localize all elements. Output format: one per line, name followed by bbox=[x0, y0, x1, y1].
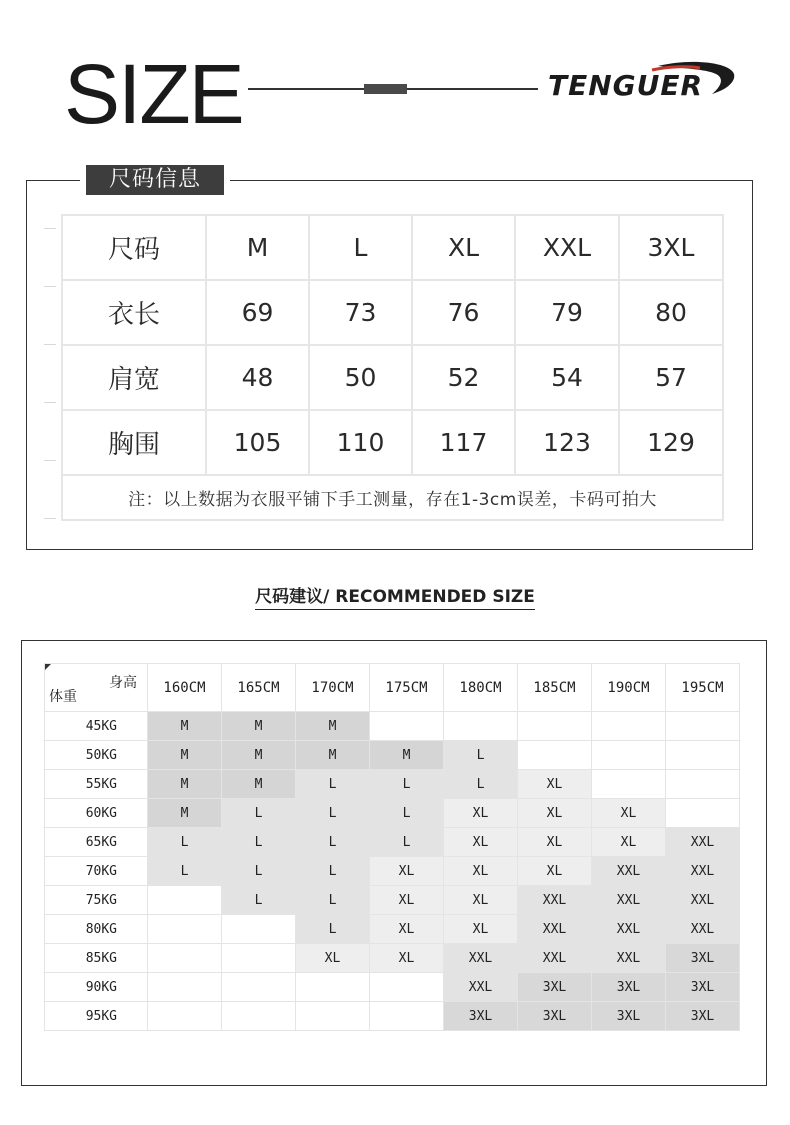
weight-label: 85KG bbox=[45, 944, 148, 973]
size-cell: XXL bbox=[666, 828, 740, 857]
size-cell: XL bbox=[370, 886, 444, 915]
size-cell bbox=[666, 712, 740, 741]
size-cell: XXL bbox=[592, 857, 666, 886]
recommended-size-table bbox=[44, 663, 740, 1031]
size-cell: M bbox=[148, 712, 222, 741]
column-header: 尺码 bbox=[62, 215, 206, 280]
size-cell: L bbox=[222, 828, 296, 857]
section-label-text: 尺码信息 bbox=[86, 165, 224, 195]
table-cell: 73 bbox=[309, 280, 412, 345]
table-row bbox=[45, 857, 740, 886]
size-cell: XXL bbox=[444, 944, 518, 973]
column-header: 3XL bbox=[619, 215, 723, 280]
height-header: 190CM bbox=[592, 664, 666, 712]
row-label: 衣长 bbox=[62, 280, 206, 345]
size-cell bbox=[518, 712, 592, 741]
table-cell: 57 bbox=[619, 345, 723, 410]
size-cell: M bbox=[222, 741, 296, 770]
size-cell: L bbox=[444, 741, 518, 770]
size-cell: L bbox=[296, 915, 370, 944]
size-cell: L bbox=[222, 799, 296, 828]
table-cell: 52 bbox=[412, 345, 515, 410]
size-cell: L bbox=[296, 857, 370, 886]
size-cell bbox=[296, 1002, 370, 1031]
height-header: 180CM bbox=[444, 664, 518, 712]
size-cell bbox=[370, 1002, 444, 1031]
size-cell: L bbox=[222, 857, 296, 886]
size-cell bbox=[370, 712, 444, 741]
size-cell bbox=[592, 741, 666, 770]
recommended-size-title bbox=[0, 586, 790, 608]
row-label: 肩宽 bbox=[62, 345, 206, 410]
column-header: XXL bbox=[515, 215, 619, 280]
size-cell: XXL bbox=[444, 973, 518, 1002]
size-cell: M bbox=[370, 741, 444, 770]
size-cell bbox=[222, 944, 296, 973]
row-label: 胸围 bbox=[62, 410, 206, 475]
table-row bbox=[45, 770, 740, 799]
table-row bbox=[45, 712, 740, 741]
table-cell: 110 bbox=[309, 410, 412, 475]
weight-label: 95KG bbox=[45, 1002, 148, 1031]
table-cell: 129 bbox=[619, 410, 723, 475]
table-cell: 50 bbox=[309, 345, 412, 410]
table-cell: 76 bbox=[412, 280, 515, 345]
size-cell bbox=[592, 770, 666, 799]
size-cell: XL bbox=[518, 799, 592, 828]
size-cell: M bbox=[148, 770, 222, 799]
size-cell bbox=[666, 799, 740, 828]
corner-header-cell bbox=[45, 664, 148, 712]
table-row bbox=[62, 345, 723, 410]
table-cell: 48 bbox=[206, 345, 309, 410]
table-row bbox=[45, 828, 740, 857]
size-cell: L bbox=[296, 828, 370, 857]
table-row bbox=[45, 1002, 740, 1031]
size-cell bbox=[148, 1002, 222, 1031]
size-cell: L bbox=[222, 886, 296, 915]
size-cell bbox=[222, 915, 296, 944]
size-cell: L bbox=[296, 886, 370, 915]
size-cell bbox=[148, 915, 222, 944]
size-cell: XL bbox=[370, 857, 444, 886]
size-cell: XL bbox=[518, 857, 592, 886]
column-header: XL bbox=[412, 215, 515, 280]
page-title: SIZE bbox=[64, 47, 243, 141]
weight-label: 45KG bbox=[45, 712, 148, 741]
table-cell: 123 bbox=[515, 410, 619, 475]
size-cell: 3XL bbox=[592, 973, 666, 1002]
measurement-note: 注：以上数据为衣服平铺下手工测量，存在1-3cm误差，卡码可拍大 bbox=[62, 475, 723, 520]
size-cell: 3XL bbox=[444, 1002, 518, 1031]
weight-label: 70KG bbox=[45, 857, 148, 886]
size-cell bbox=[666, 741, 740, 770]
size-cell: M bbox=[148, 741, 222, 770]
table-row bbox=[45, 944, 740, 973]
size-cell: XXL bbox=[518, 915, 592, 944]
decorative-ticks bbox=[44, 228, 56, 518]
weight-label: 60KG bbox=[45, 799, 148, 828]
size-cell: L bbox=[444, 770, 518, 799]
size-cell bbox=[222, 973, 296, 1002]
size-cell: XL bbox=[592, 828, 666, 857]
size-cell: 3XL bbox=[666, 944, 740, 973]
column-header: L bbox=[309, 215, 412, 280]
section-label-size-info bbox=[80, 165, 230, 195]
size-cell: XXL bbox=[666, 857, 740, 886]
weight-label: 75KG bbox=[45, 886, 148, 915]
table-cell: 80 bbox=[619, 280, 723, 345]
note-row bbox=[62, 475, 723, 520]
table-row bbox=[45, 799, 740, 828]
size-cell: 3XL bbox=[592, 1002, 666, 1031]
size-cell: L bbox=[296, 799, 370, 828]
height-header: 160CM bbox=[148, 664, 222, 712]
size-cell: XL bbox=[370, 944, 444, 973]
size-cell: M bbox=[296, 712, 370, 741]
table-row bbox=[45, 973, 740, 1002]
size-cell: XL bbox=[370, 915, 444, 944]
recommended-size-title-text: 尺码建议/ RECOMMENDED SIZE bbox=[255, 587, 535, 610]
size-cell bbox=[148, 944, 222, 973]
size-cell bbox=[370, 973, 444, 1002]
size-cell: XL bbox=[592, 799, 666, 828]
size-cell: XXL bbox=[518, 886, 592, 915]
table-cell: 69 bbox=[206, 280, 309, 345]
size-cell: 3XL bbox=[666, 1002, 740, 1031]
table-cell: 105 bbox=[206, 410, 309, 475]
height-header: 175CM bbox=[370, 664, 444, 712]
brand-logo-text: TENGUER bbox=[548, 69, 704, 102]
size-cell bbox=[666, 770, 740, 799]
size-cell bbox=[444, 712, 518, 741]
weight-label: 65KG bbox=[45, 828, 148, 857]
size-cell: L bbox=[370, 799, 444, 828]
size-info-table bbox=[61, 214, 724, 521]
size-cell: M bbox=[222, 712, 296, 741]
table-row bbox=[45, 741, 740, 770]
size-cell: XL bbox=[518, 770, 592, 799]
size-cell: L bbox=[370, 770, 444, 799]
table-row bbox=[62, 280, 723, 345]
size-cell: XXL bbox=[518, 944, 592, 973]
size-cell: XXL bbox=[592, 915, 666, 944]
size-cell: L bbox=[370, 828, 444, 857]
weight-label: 55KG bbox=[45, 770, 148, 799]
size-cell bbox=[296, 973, 370, 1002]
height-header: 170CM bbox=[296, 664, 370, 712]
size-cell: XXL bbox=[666, 915, 740, 944]
size-cell: 3XL bbox=[518, 973, 592, 1002]
size-cell: XL bbox=[444, 799, 518, 828]
size-cell: M bbox=[222, 770, 296, 799]
weight-label: 50KG bbox=[45, 741, 148, 770]
size-cell: XL bbox=[518, 828, 592, 857]
size-cell: XL bbox=[444, 857, 518, 886]
size-cell: M bbox=[148, 799, 222, 828]
size-cell: XL bbox=[444, 886, 518, 915]
table-row bbox=[45, 886, 740, 915]
size-cell bbox=[518, 741, 592, 770]
size-cell: L bbox=[148, 828, 222, 857]
height-axis-label: 身高 bbox=[109, 675, 137, 691]
table-cell: 79 bbox=[515, 280, 619, 345]
weight-label: 90KG bbox=[45, 973, 148, 1002]
size-cell: XXL bbox=[666, 886, 740, 915]
height-header: 185CM bbox=[518, 664, 592, 712]
size-cell bbox=[148, 973, 222, 1002]
header-divider-block bbox=[364, 84, 407, 94]
size-cell bbox=[222, 1002, 296, 1031]
weight-label: 80KG bbox=[45, 915, 148, 944]
size-cell: L bbox=[296, 770, 370, 799]
size-cell: XXL bbox=[592, 944, 666, 973]
size-cell: XL bbox=[444, 828, 518, 857]
size-cell: XXL bbox=[592, 886, 666, 915]
table-cell: 117 bbox=[412, 410, 515, 475]
column-header: M bbox=[206, 215, 309, 280]
size-cell: XL bbox=[444, 915, 518, 944]
table-row bbox=[45, 915, 740, 944]
size-cell bbox=[148, 886, 222, 915]
size-cell: L bbox=[148, 857, 222, 886]
size-cell: 3XL bbox=[518, 1002, 592, 1031]
weight-axis-label: 体重 bbox=[49, 689, 77, 705]
table-cell: 54 bbox=[515, 345, 619, 410]
height-header-row bbox=[45, 664, 740, 712]
height-header: 165CM bbox=[222, 664, 296, 712]
size-cell: XL bbox=[296, 944, 370, 973]
size-info-header-row bbox=[62, 215, 723, 280]
table-row bbox=[62, 410, 723, 475]
size-cell: M bbox=[296, 741, 370, 770]
size-cell bbox=[592, 712, 666, 741]
size-cell: 3XL bbox=[666, 973, 740, 1002]
height-header: 195CM bbox=[666, 664, 740, 712]
